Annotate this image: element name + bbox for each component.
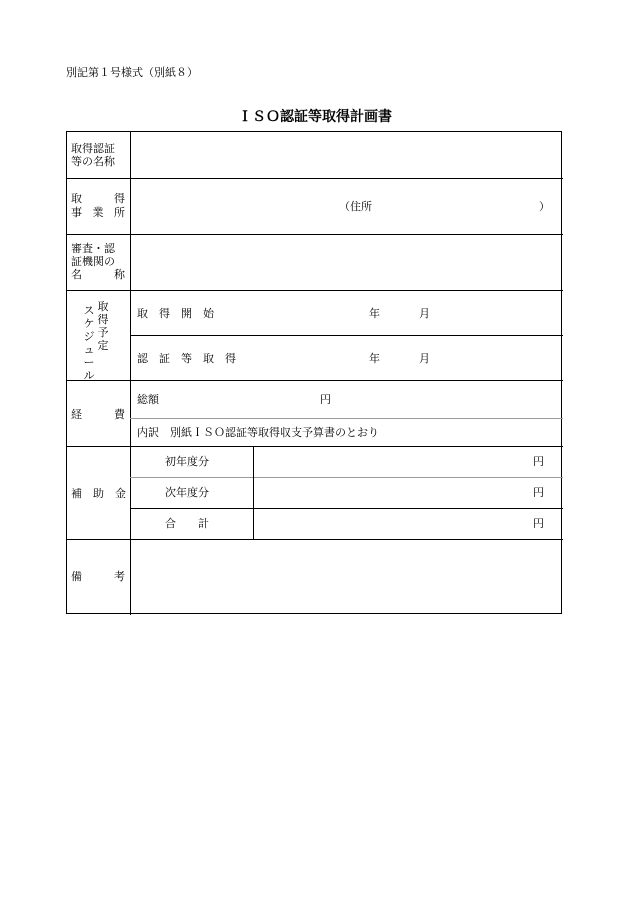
row-divider	[67, 539, 563, 540]
row-divider	[67, 290, 563, 291]
row-divider	[130, 418, 563, 419]
office-label-line1	[71, 192, 125, 205]
office-label-char: 業	[92, 206, 104, 219]
subsidy-second-year-label: 次年度分	[165, 486, 209, 499]
expense-label-char: 費	[114, 408, 125, 421]
row-divider	[130, 477, 563, 478]
row-divider	[130, 508, 563, 509]
application-form-table	[66, 131, 562, 614]
subsidy-second-year-unit: 円	[533, 486, 544, 499]
subsidy-first-year-label: 初年度分	[165, 455, 209, 468]
row-divider	[130, 335, 563, 336]
expense-label-char: 経	[71, 408, 82, 421]
remarks-label-char: 備	[71, 570, 82, 583]
row-divider	[67, 380, 563, 381]
cert-name-label-line1: 取得認証	[71, 142, 115, 155]
expense-label	[71, 408, 125, 421]
cert-body-label-line2: 証機関の	[71, 255, 115, 268]
cert-month-unit: 月	[419, 352, 430, 365]
cert-name-label-line2: 等の名称	[71, 155, 115, 168]
office-label-char: 所	[114, 206, 125, 219]
breakdown-text: 内訳 別紙ＩＳＯ認証等取得収支予算書のとおり	[137, 426, 379, 439]
subsidy-total-unit: 円	[533, 517, 544, 530]
subsidy-label: 補 助 金	[71, 487, 126, 500]
cert-body-label-line1: 審査・認	[71, 242, 115, 255]
subsidy-first-year-unit: 円	[533, 455, 544, 468]
office-label-char: 取	[71, 192, 82, 205]
cert-acquisition-label: 認 証 等 取 得	[137, 352, 236, 365]
row-divider	[67, 234, 563, 235]
subsidy-column-divider	[253, 446, 254, 539]
total-label: 総額	[137, 393, 159, 406]
cert-body-label-line3	[71, 268, 125, 281]
address-label: （住所	[339, 200, 372, 213]
remarks-label-char: 考	[114, 570, 125, 583]
total-unit: 円	[320, 393, 331, 406]
row-divider	[67, 446, 563, 447]
cert-body-label-char: 名	[71, 268, 82, 281]
cert-body-label-char: 称	[114, 268, 125, 281]
form-code: 別記第１号様式（別紙８）	[66, 66, 198, 79]
subsidy-total-label: 合 計	[165, 517, 209, 530]
office-label-char: 得	[114, 192, 125, 205]
start-month-unit: 月	[419, 307, 430, 320]
start-label: 取 得 開 始	[137, 307, 214, 320]
row-divider	[67, 178, 563, 179]
planned-acquisition-label-vertical: 取得予定	[97, 300, 109, 352]
label-column-divider	[130, 132, 131, 615]
remarks-label	[71, 570, 125, 583]
office-label-line2	[71, 206, 125, 219]
start-year-unit: 年	[369, 307, 380, 320]
address-close-paren: ）	[539, 200, 550, 213]
schedule-label-vertical: スケジュール	[83, 304, 95, 382]
page-title: ＩＳＯ認証等取得計画書	[238, 109, 392, 125]
cert-year-unit: 年	[369, 352, 380, 365]
office-label-char: 事	[71, 206, 82, 219]
